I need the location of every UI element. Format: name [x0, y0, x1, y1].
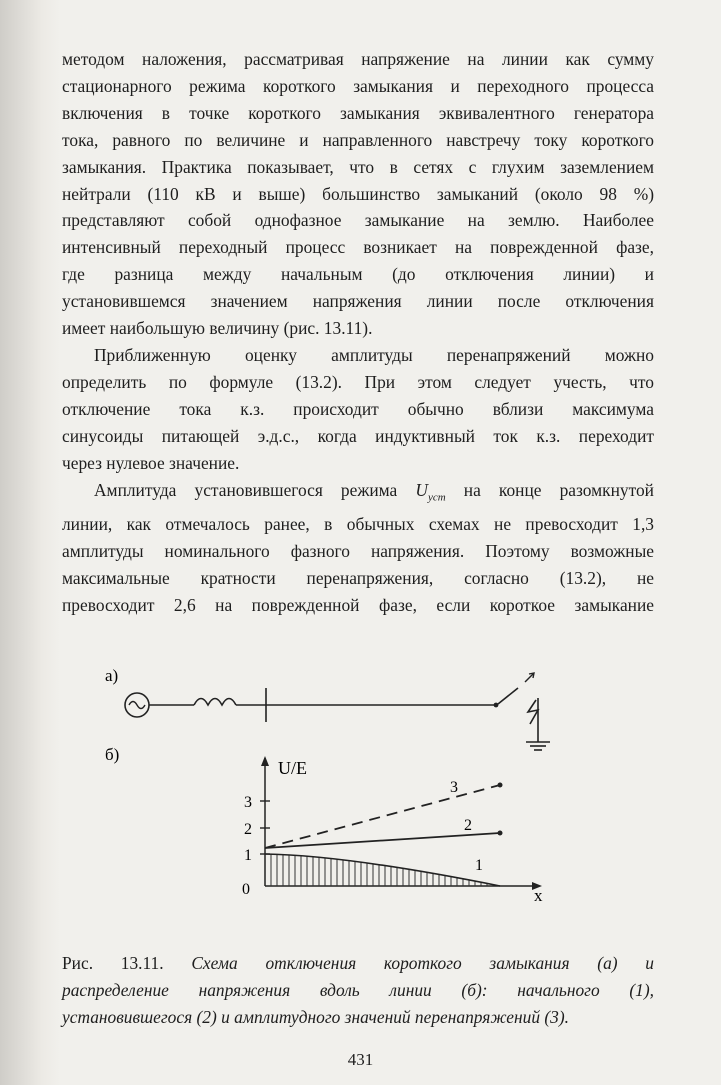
sine-wave-icon: [129, 702, 145, 709]
figure-caption: [62, 950, 654, 1031]
text-line: линии, как отмечалось ранее, в обычных схемах не превосходит 1,3: [62, 513, 654, 534]
text-line: нейтрали (110 кВ и выше) большинство замыканий (около 98 %): [62, 183, 654, 204]
label-b: б): [105, 745, 120, 764]
text-line: методом наложения, рассматривая напряжение на линии как сумму: [62, 49, 654, 69]
text-line: синусоиды питающей э.д.с., когда индуктивный ток к.з. переходит: [62, 425, 654, 446]
short-circuit-icon: [528, 700, 538, 724]
page-edge-shadow: [0, 0, 60, 1085]
label-a: а): [105, 666, 119, 685]
origin-label: 0: [242, 881, 250, 898]
figure-13-11: [100, 658, 580, 928]
paragraph-1: [62, 46, 654, 342]
text-line: определить по формуле (13.2). При этом следует учесть, что: [62, 371, 654, 392]
caption-prefix: Рис. 13.11.: [62, 953, 164, 973]
text-line: включения в точке короткого замыкания эквивалентного генератора: [62, 102, 654, 123]
text-line: через нулевое значение.: [62, 452, 240, 473]
curve-2-steady: [265, 833, 500, 848]
curve-3-end-node: [498, 783, 503, 788]
text-line: амплитуды номинального фазного напряжения. Поэтому возможные: [62, 540, 654, 561]
curve-label-2: 2: [464, 817, 472, 834]
page-number: 431: [347, 1050, 374, 1069]
text-line-with-variable: [62, 477, 654, 511]
text-line: тока, равного по величине и направленного навстречу току короткого: [62, 129, 654, 150]
tick-label-2: 2: [244, 821, 252, 838]
text-line: превосходит 2,6 на поврежденной фазе, если короткое замыкание: [62, 594, 654, 615]
y-axis-arrow: [261, 756, 269, 766]
tick-label-1: 1: [244, 847, 252, 864]
text-line: замыкания. Практика показывает, что в сетях с глухим заземлением: [62, 156, 654, 177]
y-axis-label: U/E: [278, 758, 307, 778]
figure-diagram: [100, 658, 580, 928]
curve-1-initial: [265, 854, 500, 886]
text-line: где разница между начальным (до отключения линии) и: [62, 264, 654, 285]
tick-label-3: 3: [244, 794, 252, 811]
caption-line: распределение напряжения вдоль линии (б): начального (1),: [62, 980, 654, 1000]
curve-label-1: 1: [475, 857, 483, 874]
text-line: интенсивный переходный процесс возникает на поврежденной фазе,: [62, 237, 654, 258]
body-text: [62, 46, 654, 619]
curve-1-hatching: [271, 854, 493, 886]
text-fragment: на конце разомкнутой: [463, 479, 654, 500]
variable-u: $U_{уст}$: [415, 479, 446, 503]
text-line: максимальные кратности перенапряжения, согласно (13.2), не: [62, 567, 654, 588]
text-line: отключение тока к.з. происходит обычно вблизи максимума: [62, 398, 654, 419]
breaker-switch-icon: [498, 688, 518, 704]
curve-label-3: 3: [450, 779, 458, 796]
text-line: Приближенную оценку амплитуды перенапряжений можно: [94, 344, 654, 365]
paragraph-2: [62, 342, 654, 477]
caption-text: Схема отключения короткого замыкания (а) и: [191, 953, 654, 973]
text-line: установившемся значением напряжения линии после отключения: [62, 291, 654, 312]
caption-line: [62, 950, 654, 977]
curve-2-end-node: [498, 831, 503, 836]
text-fragment: Амплитуда установившегося режима: [94, 479, 398, 500]
paragraph-3: [62, 477, 654, 619]
caption-line: установившегося (2) и амплитудного значений перенапряжений (3).: [62, 1007, 569, 1027]
text-line: стационарного режима короткого замыкания и переходного процесса: [62, 75, 654, 96]
inductor-icon: [194, 699, 236, 706]
x-axis-label: x: [534, 886, 543, 905]
switch-arrow-icon: [525, 674, 533, 682]
text-line: представляют собой однофазное замыкание на землю. Наиболее: [62, 210, 654, 231]
text-line: имеет наибольшую величину (рис. 13.11).: [62, 318, 373, 339]
